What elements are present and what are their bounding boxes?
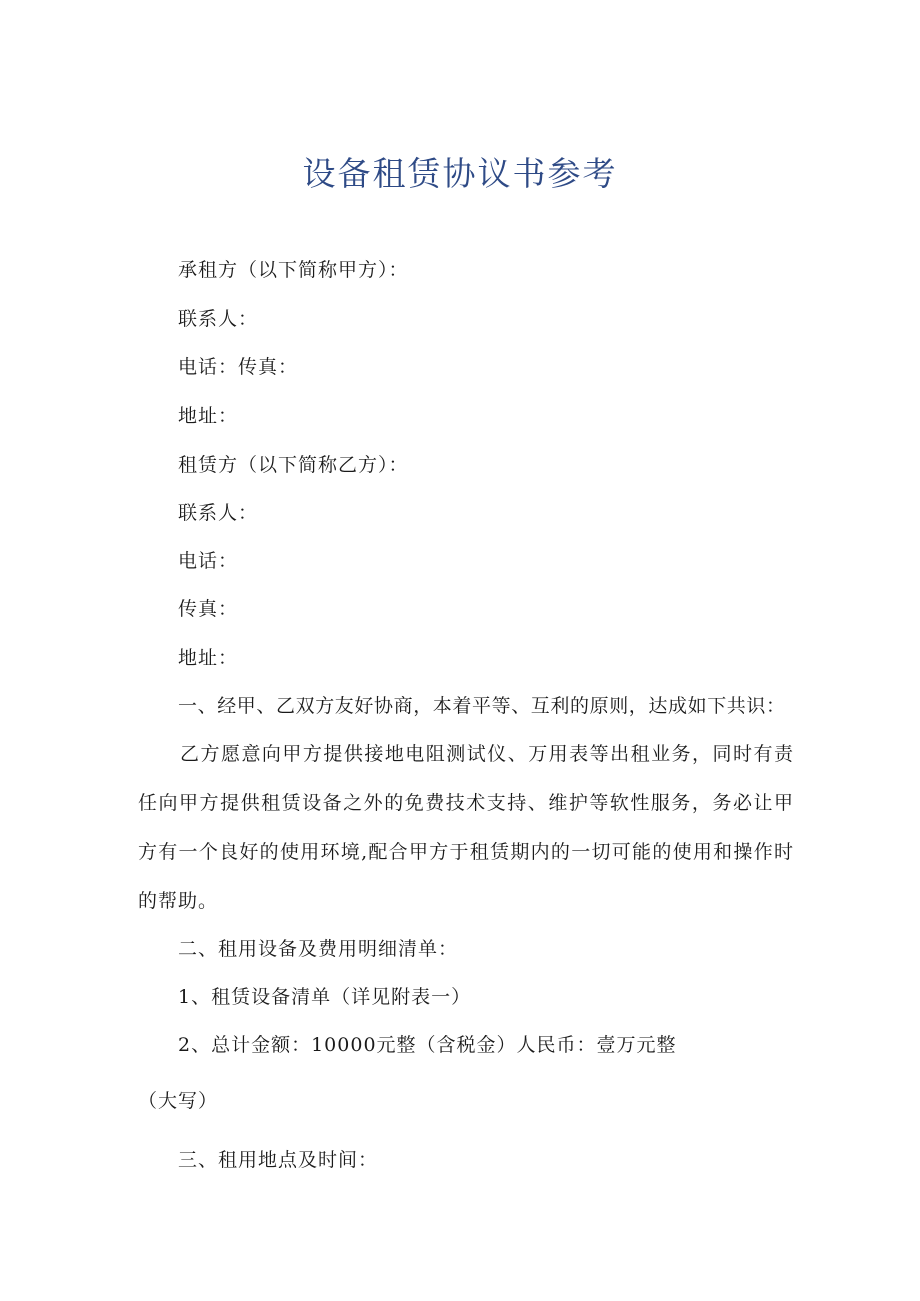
section1-heading: 一、经甲、乙双方友好协商，本着平等、互利的原则，达成如下共识： xyxy=(178,695,786,717)
lessee-contact: 联系人： xyxy=(178,502,259,524)
section3-heading: 三、租用地点及时间： xyxy=(178,1149,379,1171)
lessor-contact: 联系人： xyxy=(178,308,259,330)
lessee-fax: 传真： xyxy=(178,598,239,620)
lessee-address: 地址： xyxy=(178,647,239,669)
section2-item1: 1、租赁设备清单（详见附表一） xyxy=(178,986,472,1008)
section2-heading: 二、租用设备及费用明细清单： xyxy=(178,938,459,960)
lessor-phone-fax: 电话：传真： xyxy=(178,356,299,378)
lessor-label: 承租方（以下简称甲方）： xyxy=(178,259,409,281)
lessee-phone: 电话： xyxy=(178,550,239,572)
section2-item2-cont: （大写） xyxy=(138,1090,219,1112)
section1-body: 乙方愿意向甲方提供接地电阻测试仪、万用表等出租业务，同时有责任向甲方提供租赁设备之外的免费技术支持、维护等软性服务，务必让甲方有一个良好的使用环境,配合甲方于租赁期内的一切可能的使用和操作时的帮助。 xyxy=(138,743,794,912)
lessor-address: 地址： xyxy=(178,405,239,427)
document-title: 设备租赁协议书参考 xyxy=(302,154,618,193)
lessee-label: 租赁方（以下简称乙方）： xyxy=(178,454,409,476)
section2-item2: 2、总计金额：10000元整（含税金）人民币：壹万元整 xyxy=(178,1034,677,1056)
